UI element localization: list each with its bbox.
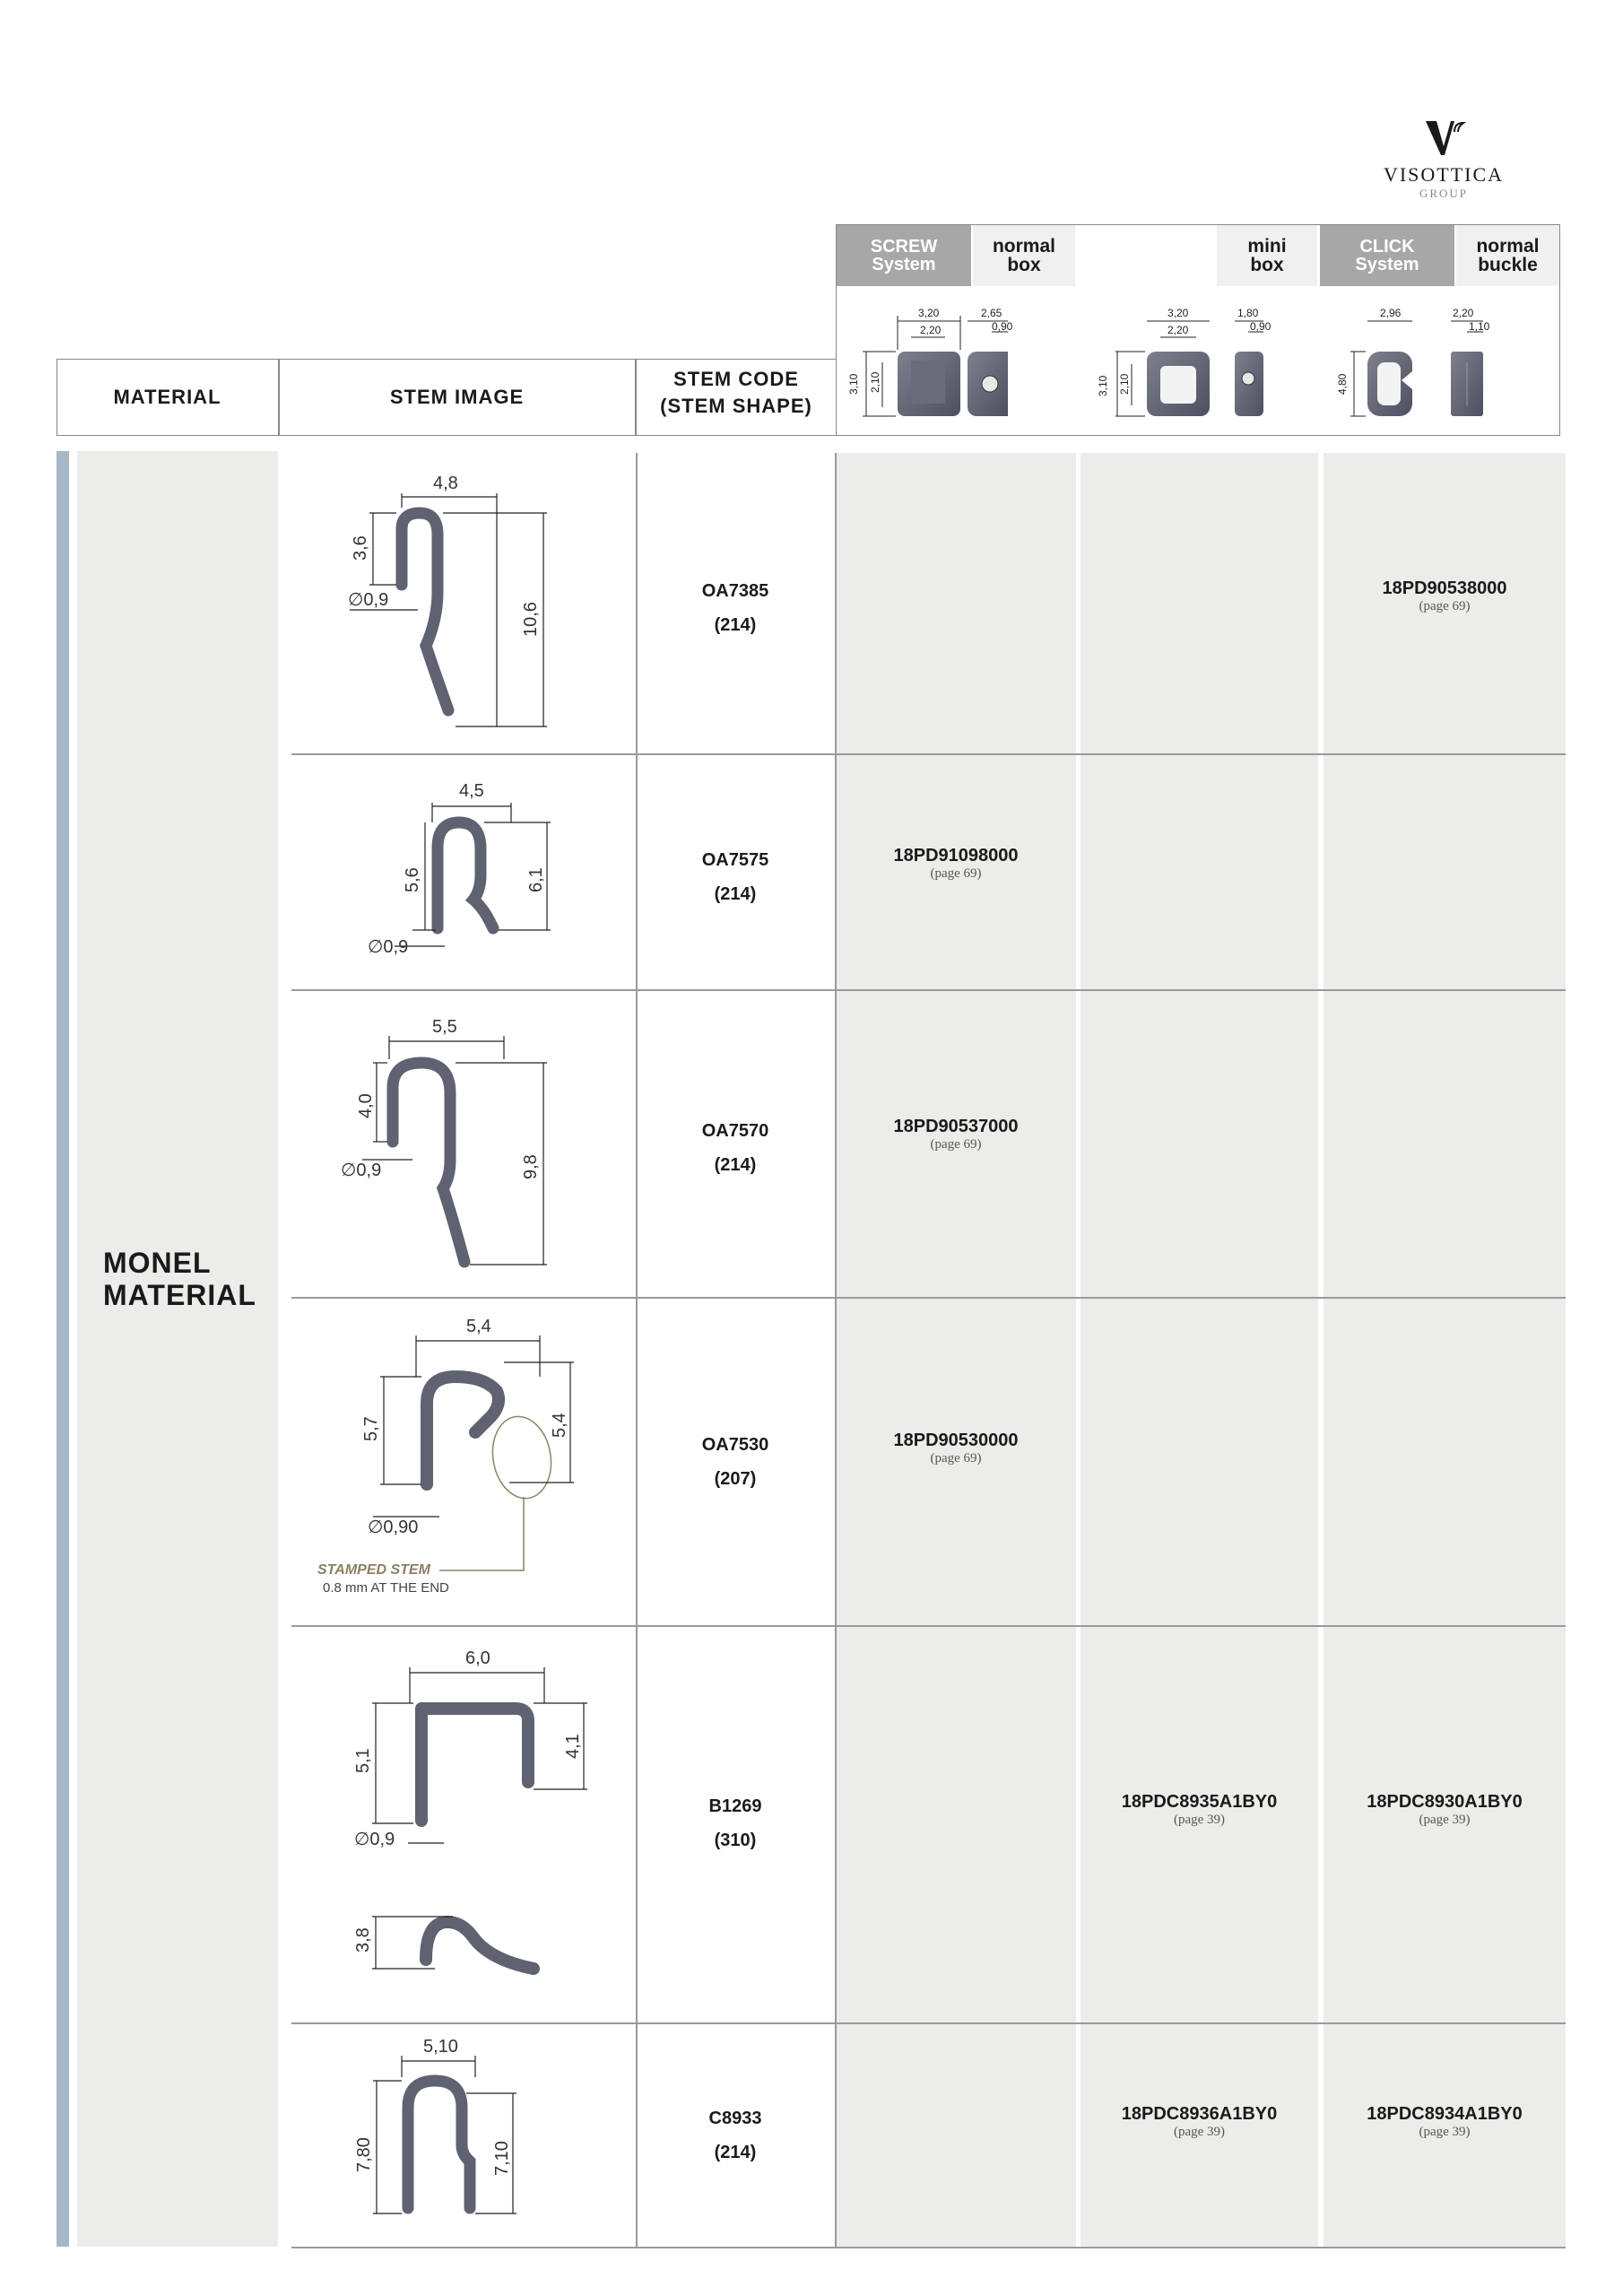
svg-text:0.8 mm AT THE END: 0.8 mm AT THE END (323, 1580, 449, 1596)
header-mini-box: mini box (1217, 225, 1317, 286)
svg-text:0,90: 0,90 (992, 320, 1013, 333)
svg-text:5,7: 5,7 (361, 1416, 381, 1441)
svg-text:∅0,9: ∅0,9 (348, 590, 389, 610)
stem-shape: (214) (714, 2143, 757, 2162)
buckle-column (1324, 453, 1566, 2247)
svg-text:5,4: 5,4 (550, 1413, 569, 1438)
table-row (636, 1114, 835, 1182)
svg-text:10,6: 10,6 (521, 602, 541, 637)
svg-text:5,10: 5,10 (423, 2037, 458, 2057)
header-stem-code: STEM CODE (STEM SHAPE) (660, 368, 812, 417)
normal-box-column (836, 453, 1076, 2247)
normal-box-part[interactable]: 18PD90530000 (page 69) (893, 1431, 1019, 1465)
buckle-part[interactable]: 18PDC8930A1BY0 (page 39) (1367, 1792, 1523, 1827)
header-material: MATERIAL (113, 386, 221, 408)
svg-text:7,80: 7,80 (354, 2137, 374, 2172)
svg-text:1,80: 1,80 (1237, 307, 1259, 319)
svg-text:5,4: 5,4 (466, 1317, 491, 1336)
table-row (636, 1789, 835, 1857)
svg-text:2,20: 2,20 (1167, 324, 1189, 336)
svg-text:2,20: 2,20 (1453, 307, 1474, 319)
svg-text:2,65: 2,65 (981, 307, 1002, 319)
svg-text:2,20: 2,20 (920, 324, 942, 336)
svg-text:2,10: 2,10 (869, 371, 881, 393)
svg-text:5,1: 5,1 (353, 1748, 373, 1773)
header-normal-buckle: normal buckle (1456, 225, 1559, 286)
stem-drawing-b1269 (336, 1637, 605, 2013)
svg-text:3,8: 3,8 (353, 1927, 373, 1952)
stem-shape: (214) (714, 1155, 757, 1175)
stem-code: OA7385 (701, 581, 769, 601)
buckle-part[interactable]: 18PD90538000 (page 69) (1382, 578, 1507, 613)
logo-mark-icon (1354, 112, 1533, 159)
stem-code: OA7575 (701, 850, 769, 870)
svg-text:3,6: 3,6 (351, 535, 370, 561)
stem-shape: (310) (714, 1831, 757, 1850)
normal-box-part[interactable]: 18PD91098000 (page 69) (893, 846, 1019, 881)
stem-code: C8933 (708, 2109, 762, 2128)
mini-box-part[interactable]: 18PDC8936A1BY0 (page 39) (1121, 2104, 1278, 2139)
material-side-bar (56, 451, 69, 2247)
logo-sub: GROUP (1419, 187, 1469, 200)
svg-text:3,20: 3,20 (1167, 307, 1189, 319)
header-stem-image: STEM IMAGE (389, 386, 525, 408)
svg-text:4,5: 4,5 (459, 781, 484, 801)
header-drawings (838, 287, 1559, 435)
mini-box-part[interactable]: 18PDC8935A1BY0 (page 39) (1121, 1792, 1278, 1827)
svg-text:1,10: 1,10 (1469, 320, 1490, 333)
svg-text:4,8: 4,8 (433, 474, 458, 493)
svg-text:3,10: 3,10 (847, 373, 860, 395)
svg-text:∅0,9: ∅0,9 (354, 1830, 395, 1849)
stem-shape: (207) (714, 1469, 757, 1489)
material-label: MONEL MATERIAL (103, 1247, 256, 1311)
table-row (636, 574, 835, 642)
svg-text:2,96: 2,96 (1380, 307, 1402, 319)
svg-text:9,8: 9,8 (521, 1154, 541, 1179)
stem-shape: (214) (714, 884, 757, 904)
table-row (636, 2101, 835, 2170)
stem-code: OA7570 (701, 1121, 769, 1141)
header-screw-system: SCREW System (837, 225, 971, 286)
svg-text:7,10: 7,10 (492, 2141, 512, 2176)
stem-drawing-oa7385 (332, 457, 574, 744)
logo-name: VISOTTICA (1383, 163, 1505, 186)
header-normal-box: normal box (973, 225, 1075, 286)
normal-box-part[interactable]: 18PD90537000 (page 69) (893, 1117, 1019, 1152)
svg-text:3,10: 3,10 (1097, 375, 1109, 396)
stamped-stem-label: STAMPED STEM (317, 1562, 430, 1578)
svg-text:∅0,9: ∅0,9 (341, 1161, 382, 1180)
stem-shape: (214) (714, 615, 757, 635)
header-click-system: CLICK System (1320, 225, 1454, 286)
svg-text:5,6: 5,6 (403, 867, 422, 892)
table-row (636, 843, 835, 911)
svg-text:4,80: 4,80 (1336, 373, 1349, 395)
stem-drawing-oa7530 (305, 1305, 592, 1614)
svg-text:5,5: 5,5 (432, 1017, 457, 1037)
mini-box-column (1081, 453, 1318, 2247)
svg-text:6,1: 6,1 (526, 867, 546, 892)
svg-text:4,1: 4,1 (563, 1734, 583, 1759)
svg-text:6,0: 6,0 (465, 1648, 490, 1668)
stem-code: OA7530 (701, 1435, 769, 1455)
svg-text:0,90: 0,90 (1250, 320, 1271, 333)
material-column (77, 451, 278, 2247)
stem-drawing-oa7570 (332, 1000, 574, 1292)
buckle-part[interactable]: 18PDC8934A1BY0 (page 39) (1367, 2104, 1523, 2139)
table-row (636, 1428, 835, 1496)
stem-drawing-oa7575 (359, 767, 583, 982)
svg-text:∅0,9: ∅0,9 (368, 937, 409, 957)
svg-text:∅0,90: ∅0,90 (368, 1518, 419, 1537)
svg-text:2,10: 2,10 (1118, 373, 1131, 395)
svg-text:4,0: 4,0 (356, 1093, 376, 1118)
logo (1354, 112, 1533, 202)
stem-drawing-c8933 (341, 2029, 574, 2244)
stem-code: B1269 (708, 1796, 762, 1816)
dim-320: 3,20 (918, 307, 940, 319)
